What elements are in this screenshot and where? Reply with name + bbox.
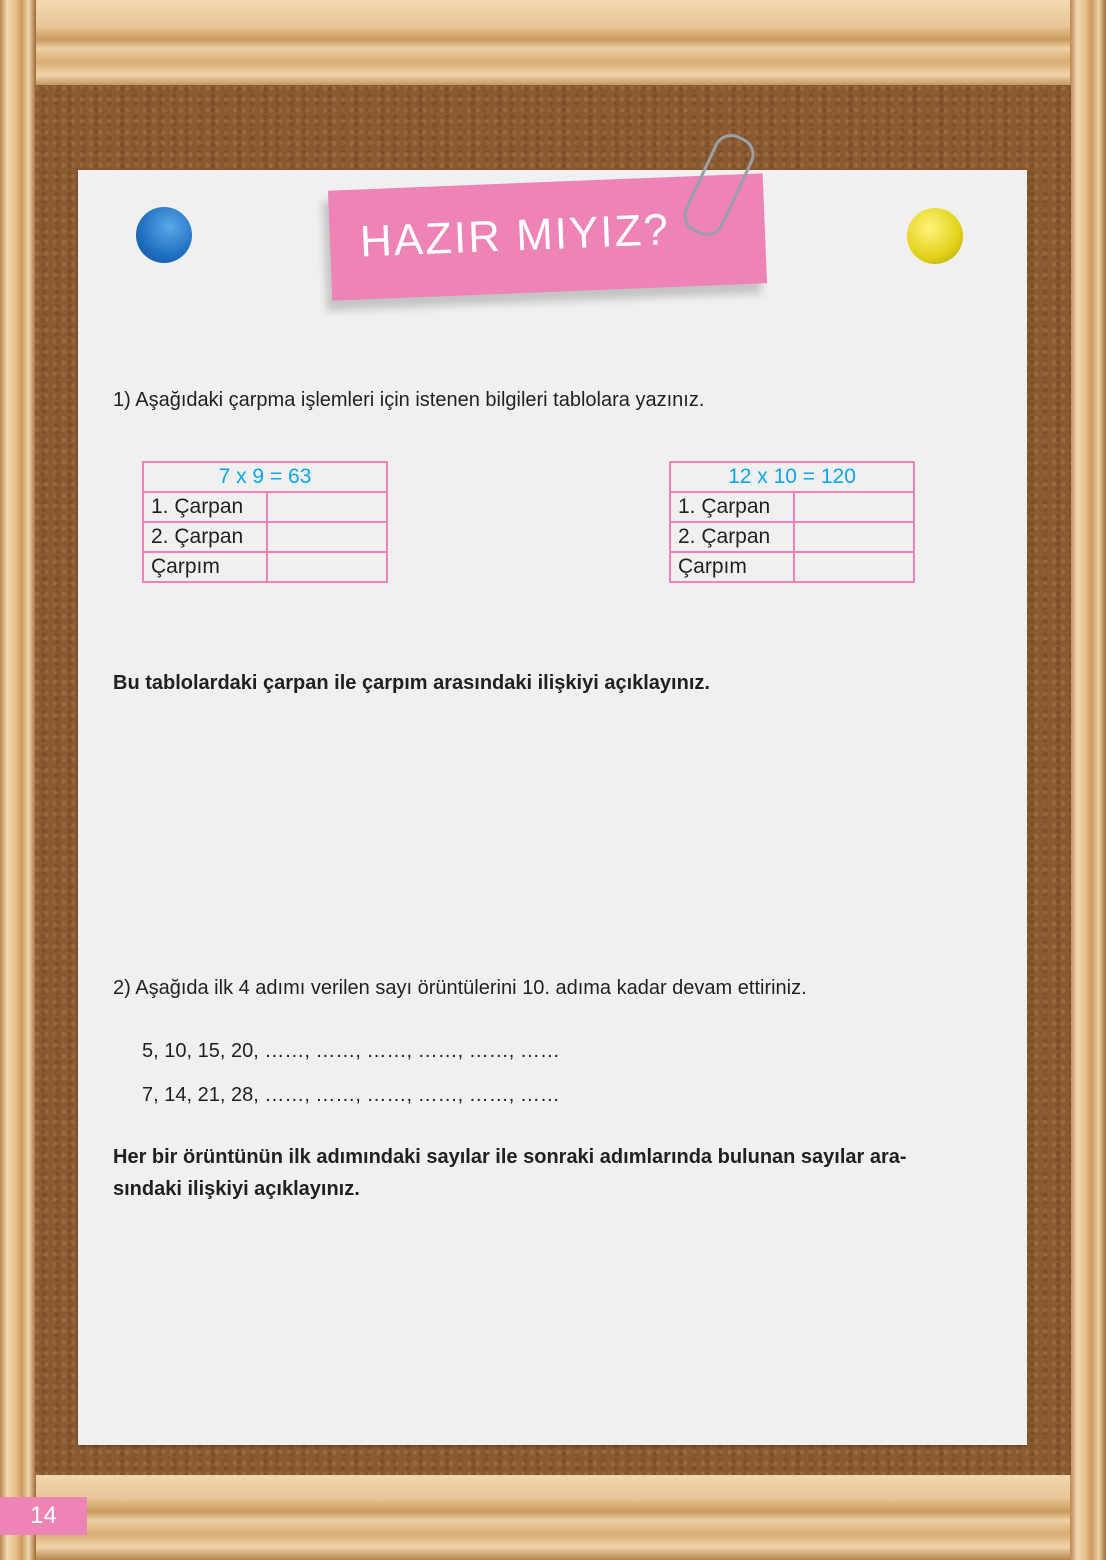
- table-header: 7 x 9 = 63: [143, 462, 387, 492]
- sequence-7: 7, 14, 21, 28, ……, ……, ……, ……, ……, ……: [142, 1084, 560, 1106]
- table-7x9: [142, 461, 388, 583]
- row-label: Çarpım: [670, 552, 794, 582]
- question-1-prompt: 1) Aşağıdaki çarpma işlemleri için istenen bilgileri tablolara yazınız.: [113, 389, 705, 411]
- sequence-5: 5, 10, 15, 20, ……, ……, ……, ……, ……, ……: [142, 1040, 560, 1062]
- row-label: 1. Çarpan: [670, 492, 794, 522]
- answer-cell[interactable]: [267, 552, 387, 582]
- frame-bottom: [0, 1472, 1106, 1560]
- frame-top: [0, 0, 1106, 88]
- answer-cell[interactable]: [794, 522, 914, 552]
- yellow-pushpin-icon: [907, 208, 963, 264]
- row-label: 2. Çarpan: [670, 522, 794, 552]
- answer-cell[interactable]: [267, 492, 387, 522]
- banner-title: HAZIR MIYIZ?: [359, 205, 671, 267]
- frame-right: [1070, 0, 1106, 1560]
- worksheet-paper: [78, 170, 1027, 1445]
- question-2-follow-up-line2: sındaki ilişkiyi açıklayınız.: [113, 1178, 360, 1200]
- frame-left: [0, 0, 36, 1560]
- answer-cell[interactable]: [267, 522, 387, 552]
- answer-cell[interactable]: [794, 492, 914, 522]
- question-2-prompt: 2) Aşağıda ilk 4 adımı verilen sayı örüntülerini 10. adıma kadar devam ettiriniz.: [113, 977, 807, 999]
- table-header: 12 x 10 = 120: [670, 462, 914, 492]
- row-label: 2. Çarpan: [143, 522, 267, 552]
- page-number: 14: [0, 1497, 87, 1535]
- row-label: Çarpım: [143, 552, 267, 582]
- row-label: 1. Çarpan: [143, 492, 267, 522]
- question-2-follow-up-line1: Her bir örüntünün ilk adımındaki sayılar ile sonraki adımlarında bulunan sayılar ara-: [113, 1146, 907, 1168]
- answer-cell[interactable]: [794, 552, 914, 582]
- blue-pushpin-icon: [136, 207, 192, 263]
- question-1-follow-up: Bu tablolardaki çarpan ile çarpım arasındaki ilişkiyi açıklayınız.: [113, 672, 710, 694]
- table-12x10: [669, 461, 915, 583]
